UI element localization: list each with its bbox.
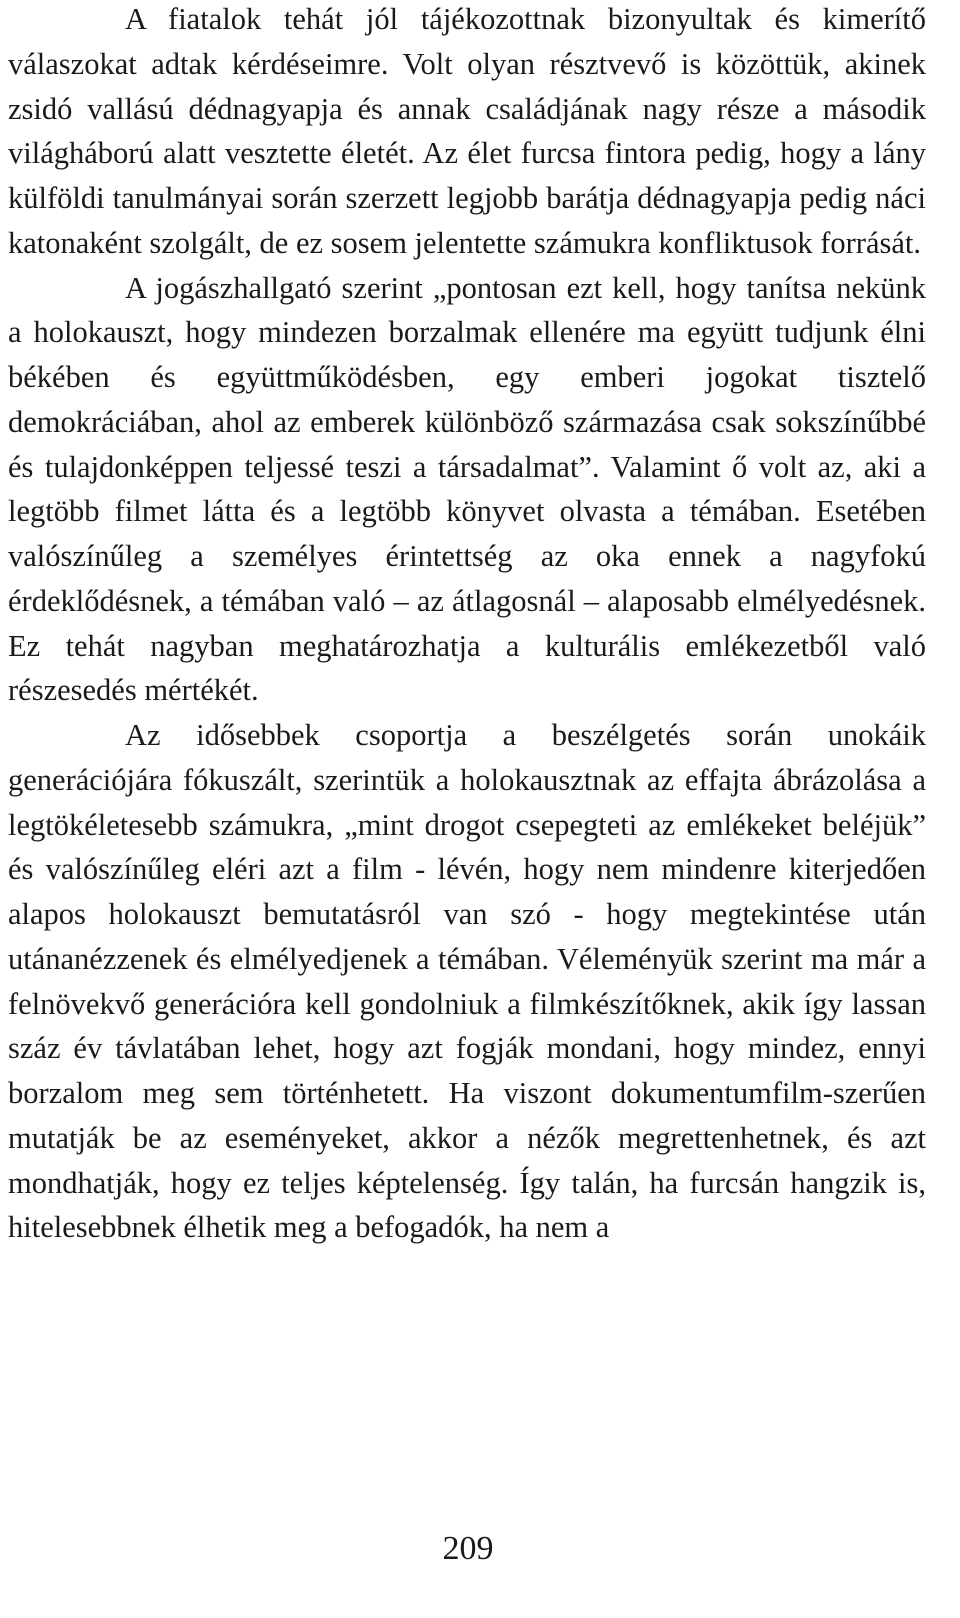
page-number: 209 <box>442 1530 494 1567</box>
paragraph-3: Az idősebbek csoportja a beszélgetés során unokáik generációjára fókuszált, szerintük a holokausztnak az effajta ábrázolása a legtökéletesebb számukra, „mint drogot csepegteti az emlékeket beléjük” és valószínűleg eléri azt a film - lévén, hogy nem mindenre kiterjedően alapos holokauszt bemutatásról van szó - hogy megtekintése után utánanézzenek és elmélyedjenek a témában. Véleményük szerint ma már a felnövekvő generációra kell gondolniuk a filmkészítőknek, akik így lassan száz év távlatában lehet, hogy azt fogják mondani, hogy mindez, ennyi borzalom meg sem történhetett. Ha viszont dokumentumfilm-szerűen mutatják be az eseményeket, akkor a nézők megrettenhetnek, és azt mondhatják, hogy ez teljes képtelenség. Így talán, ha furcsán hangzik is, hitelesebbnek élhetik meg a befogadók, ha nem a <box>8 718 926 1245</box>
paragraph-1: A fiatalok tehát jól tájékozottnak bizonyultak és kimerítő válaszokat adtak kérdéseimre. Volt olyan résztvevő is közöttük, akinek zsidó vallású dédnagyapja és annak családjának nagy része a második világháború alatt vesztette életét. Az élet furcsa fintora pedig, hogy a lány külföldi tanulmányai során szerzett legjobb barátja dédnagyapja pedig náci katonaként szolgált, de ez sosem jelentette számukra konfliktusok forrását. <box>8 2 926 260</box>
page-body <box>8 0 926 1250</box>
paragraph-2: A jogászhallgató szerint „pontosan ezt kell, hogy tanítsa nekünk a holokauszt, hogy mindezen borzalmak ellenére ma együtt tudjunk élni békében és együttműködésben, egy emberi jogokat tisztelő demokráciában, ahol az emberek különböző származása csak sokszínűbbé és tulajdonképpen teljessé teszi a társadalmat”. Valamint ő volt az, aki a legtöbb filmet látta és a legtöbb könyvet olvasta a témában. Esetében valószínűleg a személyes érintettség az oka ennek a nagyfokú érdeklődésnek, a témában való – az átlagosnál – alaposabb elmélyedésnek. Ez tehát nagyban meghatározhatja a kulturális emlékezetből való részesedés mértékét. <box>8 270 926 708</box>
